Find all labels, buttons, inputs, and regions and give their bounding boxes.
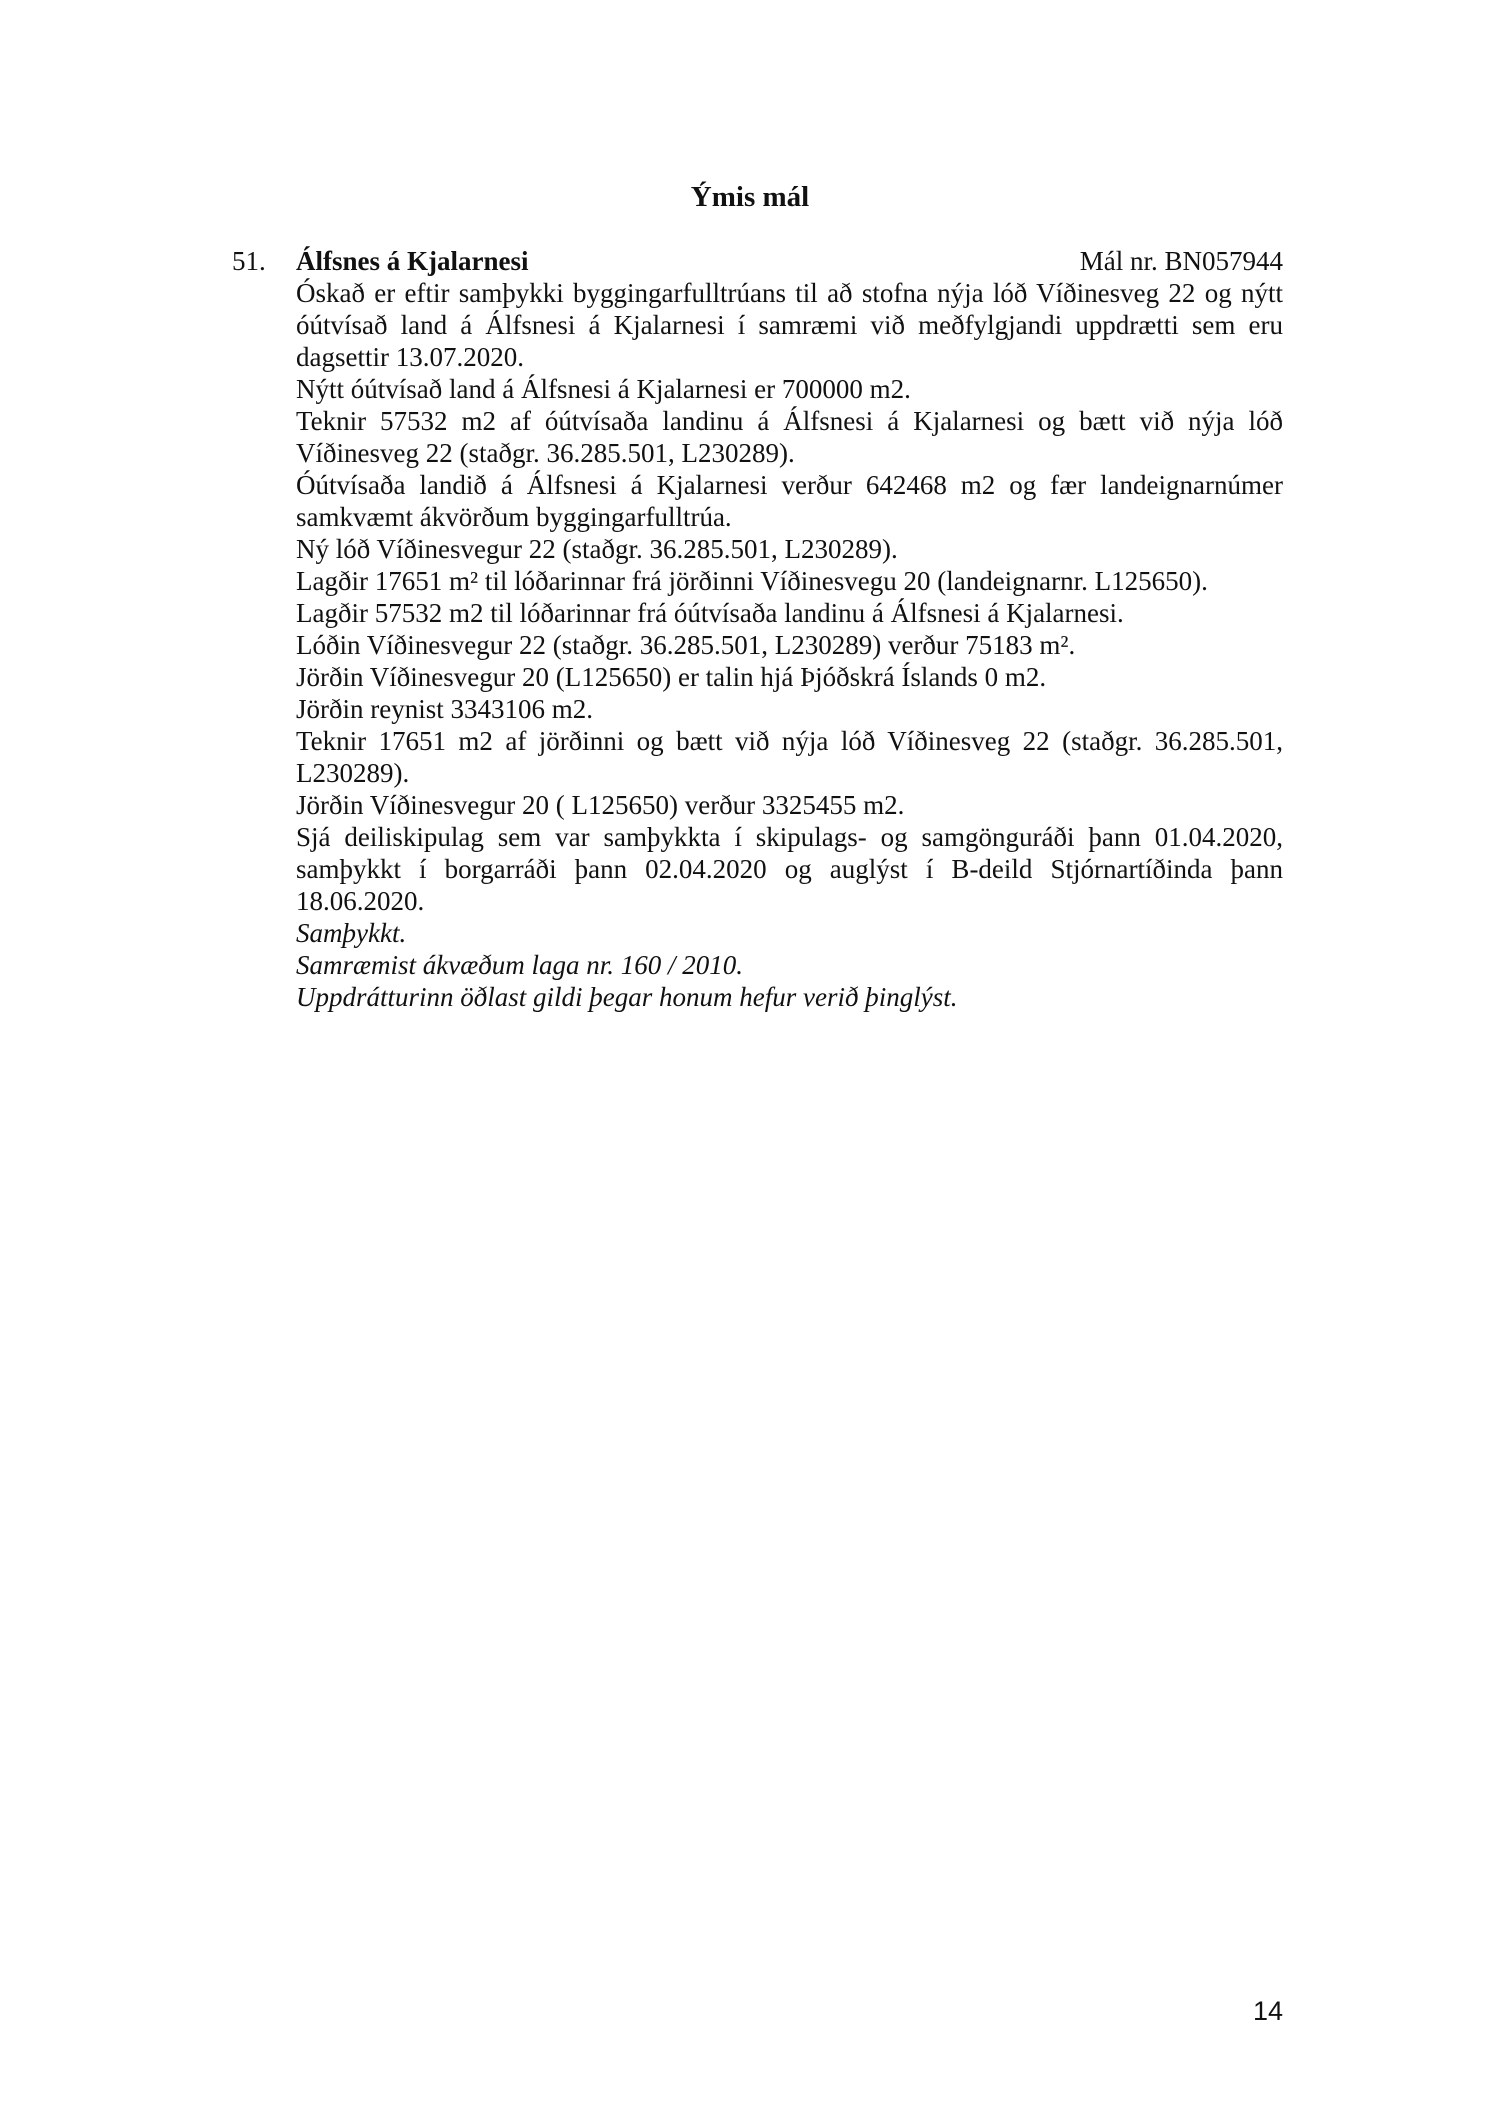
paragraph: Jörðin Víðinesvegur 20 (L125650) er talin hjá Þjóðskrá Íslands 0 m2. — [296, 662, 1047, 692]
paragraph: Ný lóð Víðinesvegur 22 (staðgr. 36.285.501, L230289). — [296, 534, 898, 564]
paragraph: Lagðir 17651 m² til lóðarinnar frá jörðinni Víðinesvegu 20 (landeignarnr. L125650). — [296, 566, 1208, 596]
paragraph: Óútvísaða landið á Álfsnesi á Kjalarnesi verður 642468 m2 og fær landeignarnúmer samkvæmt ákvörðum byggingarfulltrúa. — [296, 470, 1283, 532]
paragraph: Lagðir 57532 m2 til lóðarinnar frá óútvísaða landinu á Álfsnesi á Kjalarnesi. — [296, 598, 1124, 628]
section-title: Ýmis mál — [690, 181, 810, 213]
paragraph: Teknir 17651 m2 af jörðinni og bætt við nýja lóð Víðinesveg 22 (staðgr. 36.285.501, L230289). — [296, 726, 1283, 788]
item-body — [296, 277, 1283, 1013]
decision-text: Uppdrátturinn öðlast gildi þegar honum hefur verið þinglýst. — [296, 982, 958, 1012]
item-title: Álfsnes á Kjalarnesi — [296, 246, 529, 276]
item-number: 51. — [232, 246, 266, 276]
paragraph: Teknir 57532 m2 af óútvísaða landinu á Álfsnesi á Kjalarnesi og bætt við nýja lóð Víðinesveg 22 (staðgr. 36.285.501, L230289). — [296, 406, 1283, 468]
page-number: 14 — [1252, 1996, 1283, 2026]
paragraph: Lóðin Víðinesvegur 22 (staðgr. 36.285.501, L230289) verður 75183 m². — [296, 630, 1076, 660]
decision-text: Samræmist ákvæðum laga nr. 160 / 2010. — [296, 950, 744, 980]
decision-text: Samþykkt. — [296, 918, 407, 948]
paragraph: Jörðin Víðinesvegur 20 ( L125650) verður 3325455 m2. — [296, 790, 905, 820]
paragraph: Nýtt óútvísað land á Álfsnesi á Kjalarnesi er 700000 m2. — [296, 374, 911, 404]
paragraph: Sjá deiliskipulag sem var samþykkta í skipulags- og samgönguráði þann 01.04.2020, samþykkt í borgarráði þann 02.04.2020 og auglýst í B-deild Stjórnartíðinda þann 18.06.2020. — [296, 822, 1283, 916]
paragraph: Óskað er eftir samþykki byggingarfulltrúans til að stofna nýja lóð Víðinesveg 22 og nýtt óútvísað land á Álfsnesi á Kjalarnesi í samræmi við meðfylgjandi uppdrætti sem eru dagsettir 13.07.2020. — [296, 278, 1283, 372]
paragraph: Jörðin reynist 3343106 m2. — [296, 694, 593, 724]
case-number: Mál nr. BN057944 — [1079, 246, 1283, 276]
